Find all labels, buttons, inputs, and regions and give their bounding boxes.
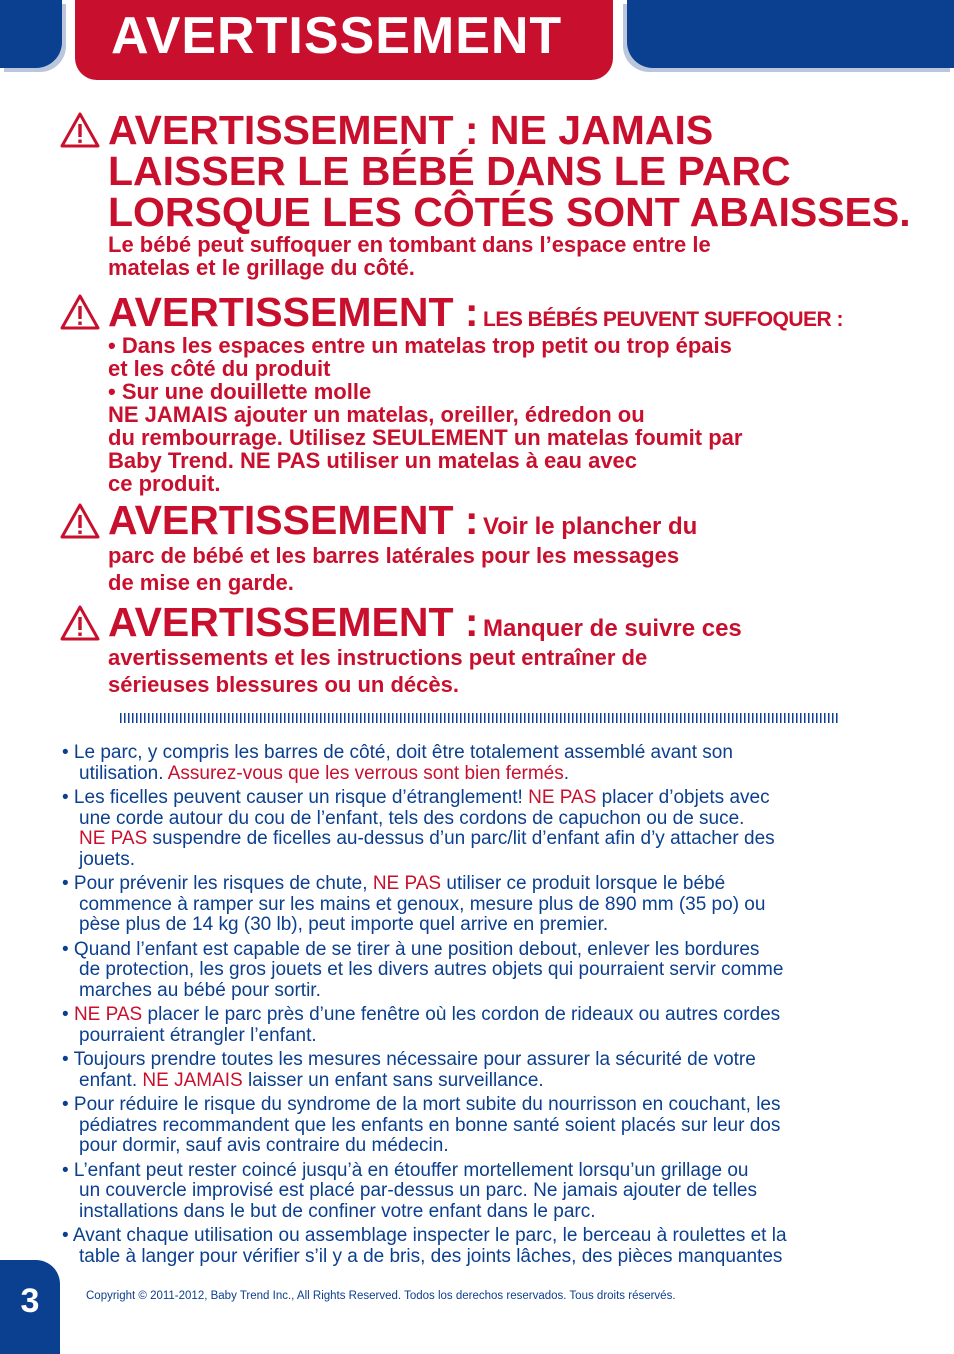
warning-3-line-2: de mise en garde. [108,570,294,595]
warning-triangle-icon [60,112,100,148]
warning-2-line-2: et les côté du produit [108,356,331,381]
warning-1-sub-1: Le bébé peut suffoquer en tombant dans l’espace entre le [108,232,711,257]
warning-triangle-icon [60,503,100,539]
list-item: • Pour prévenir les risques de chute, NE PAS utiliser ce produit lorsque le bébé commence à ramper sur les mains et genoux, mesure plus de 890 mm (35 po) ou pèse plus de 14 kg (30 lb), peut importe quel arrive en premier. [62,873,766,935]
warning-4-line-2: sérieuses blessures ou un décès. [108,672,459,697]
warning-1-line-3: LORSQUE LES CÔTÉS SONT ABAISSES. [108,189,911,235]
list-item: • L’enfant peut rester coincé jusqu’à en étouffer mortellement lorsqu’un grillage ou un couvercle improvisé est placé par-dessus un parc. Ne jamais ajouter de telles installations dans le but de confiner votre enfant dans le parc. [62,1159,757,1222]
warning-3-heading: AVERTISSEMENT : [108,497,479,543]
warning-3-heading-small: Voir le plancher du [483,513,698,540]
warning-block-3 [60,498,697,596]
warning-2-line-7: ce produit. [108,471,221,496]
warning-4-heading-small: Manquer de suivre ces [483,615,742,642]
list-item: • Le parc, y compris les barres de côté, doit être totalement assemblé avant son utilisation. Assurez-vous que les verrous sont bien fermés. [62,742,733,784]
warning-block-2 [60,290,843,495]
warning-4-heading: AVERTISSEMENT : [108,599,479,645]
warning-block-1 [60,107,911,280]
warning-2-heading: AVERTISSEMENT : [108,289,479,335]
warning-4-line-1: avertissements et les instructions peut entraîner de [108,645,648,670]
safety-bullet-list [62,743,912,1271]
page-number: 3 [0,1260,60,1354]
warning-3-line-1: parc de bébé et les barres latérales pour les messages [108,543,680,568]
list-item: • Avant chaque utilisation ou assemblage inspecter le parc, le berceau à roulettes et la table à langer pour vérifier s’il y a de bris, des joints lâches, des pièces manquantes [62,1225,787,1267]
warning-2-line-3: • Sur une douillette molle [108,379,372,404]
warning-triangle-icon [60,294,100,330]
header-left-bar [0,0,62,68]
dotted-divider [120,713,840,723]
warning-2-line-1: • Dans les espaces entre un matelas trop petit ou trop épais [108,333,732,358]
header-right-bar [627,0,954,68]
warning-2-line-4: NE JAMAIS ajouter un matelas, oreiller, édredon ou [108,402,645,427]
header-tab [75,0,613,80]
list-item: • Les ficelles peuvent causer un risque d’étranglement! NE PAS placer d’objets avec une corde autour du cou de l’enfant, tels des cordons de capuchon ou de suce. NE PAS suspendre de ficelles au-dessus d’un parc/lit d’enfant afin d’y attacher des jouets. [62,787,775,870]
warning-1-line-1: AVERTISSEMENT : NE JAMAIS [108,107,714,153]
warning-1-sub-2: matelas et le grillage du côté. [108,255,415,280]
warning-block-4 [60,600,742,698]
page-title: AVERTISSEMENT [111,7,563,65]
warning-2-line-6: Baby Trend. NE PAS utiliser un matelas à eau avec [108,448,638,473]
list-item: • Pour réduire le risque du syndrome de la mort subite du nourrisson en couchant, les pédiatres recommandent que les enfants en bonne santé soient placés sur leur dos pour dormir, sauf avis contraire du médecin. [62,1094,781,1156]
warning-2-line-5: du rembourrage. Utilisez SEULEMENT un matelas foumit par [108,425,743,450]
warning-1-line-2: LAISSER LE BÉBÉ DANS LE PARC [108,148,791,194]
list-item: • Toujours prendre toutes les mesures nécessaire pour assurer la sécurité de votre enfant. NE JAMAIS laisser un enfant sans surveillance. [62,1049,756,1091]
list-item: • Quand l’enfant est capable de se tirer à une position debout, enlever les bordures de protection, les gros jouets et les divers autres objets qui pourraient servir comme marches au bébé pour sortir. [62,938,784,1001]
warning-2-heading-small: LES BÉBÉS PEUVENT SUFFOQUER : [483,308,844,331]
warning-triangle-icon [60,605,100,641]
copyright-text: Copyright © 2011-2012, Baby Trend Inc., All Rights Reserved. Todos los derechos reservados. Tous droits réservés. [86,1290,676,1302]
list-item: • NE PAS placer le parc près d’une fenêtre où les cordon de rideaux ou autres cordes pourraient étrangler l’enfant. [62,1004,781,1046]
